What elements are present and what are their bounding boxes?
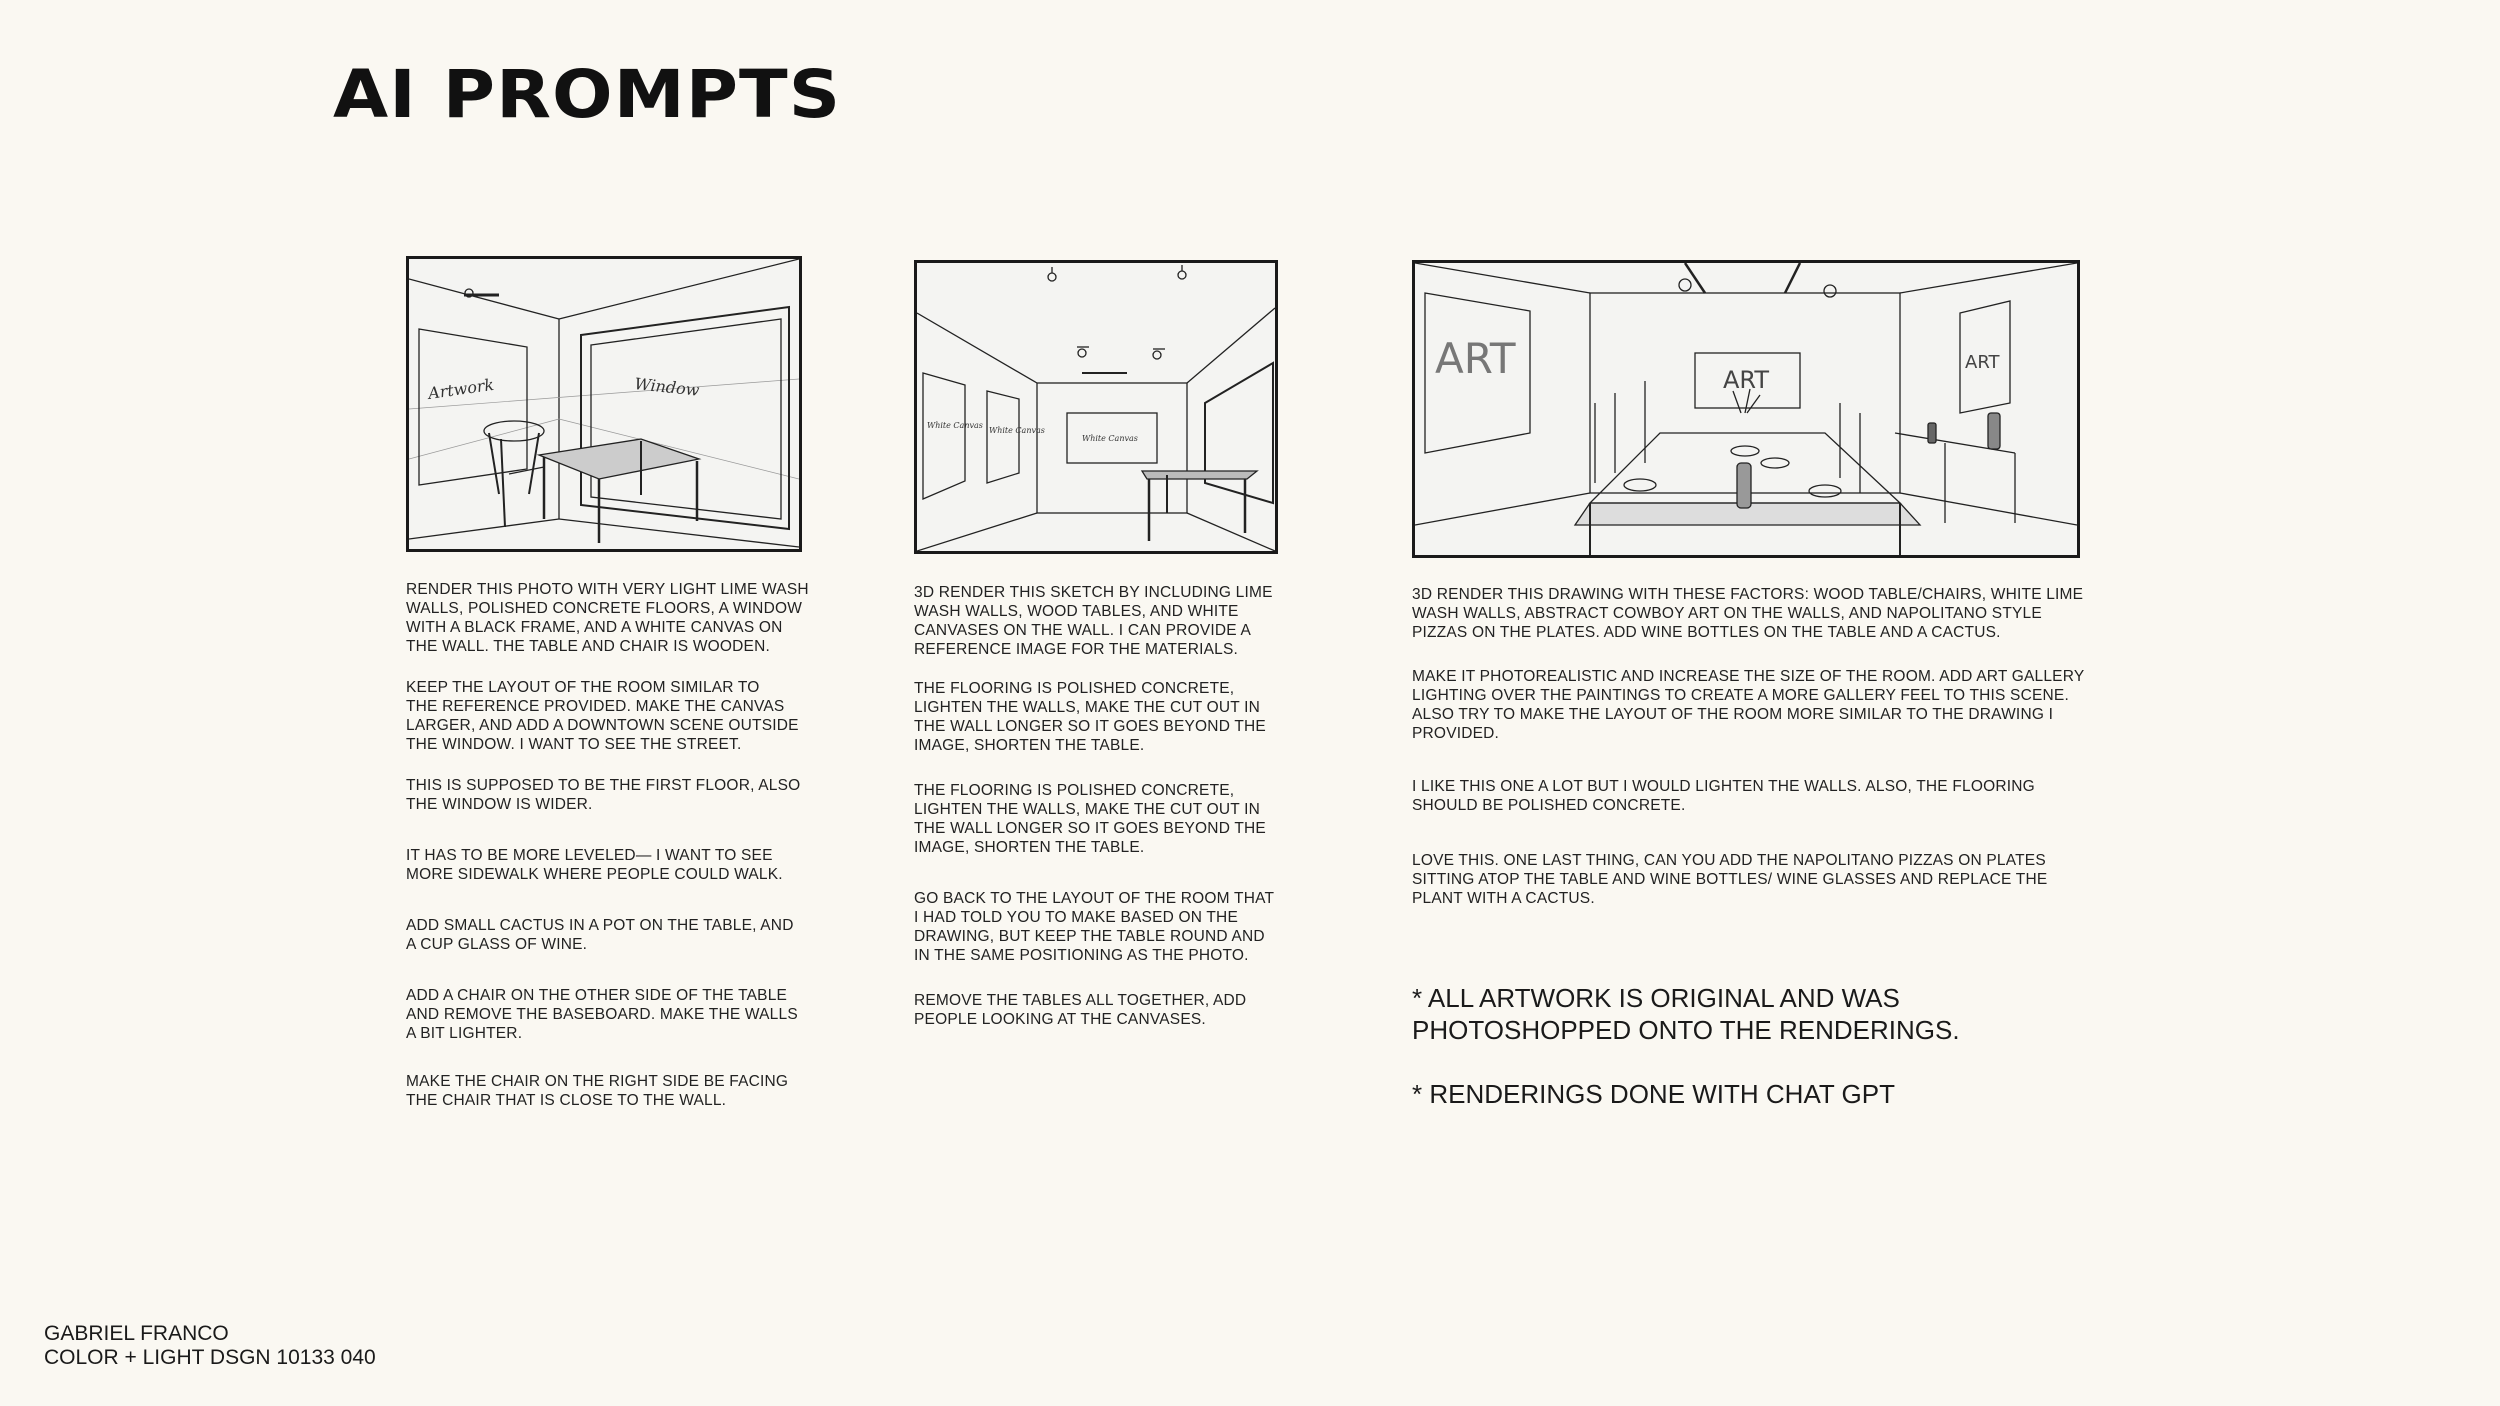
sketch-1-label-artwork: Artwork [426, 374, 496, 403]
sketch-2-label-canvas-2: White Canvas [989, 426, 1045, 435]
prompt-text: MAKE IT PHOTOREALISTIC AND INCREASE THE SIZE OF THE ROOM. ADD ART GALLERY LIGHTING OVER THE PAINTINGS TO CREATE A MORE GALLERY FEEL TO THIS SCENE. ALSO TRY TO MAKE THE LAYOUT OF THE ROOM MORE SIMILAR TO THE DRAWING I PROVIDED. [1412, 668, 2085, 742]
room-sketch-1 [409, 259, 799, 549]
prompt-text: 3D RENDER THIS SKETCH BY INCLUDING LIME WASH WALLS, WOOD TABLES, AND WHITE CANVASES ON THE WALL. I CAN PROVIDE A REFERENCE IMAGE FOR THE MATERIALS. [914, 584, 1273, 658]
room-sketch-2 [917, 263, 1275, 551]
page-title: AI PROMPTS [333, 56, 842, 133]
note-renderings-chatgpt: * RENDERINGS DONE WITH CHAT GPT [1412, 1079, 1895, 1109]
sketch-2-label-canvas-1: White Canvas [927, 421, 983, 430]
prompt-text: I LIKE THIS ONE A LOT BUT I WOULD LIGHTEN THE WALLS. ALSO, THE FLOORING SHOULD BE POLISHED CONCRETE. [1412, 778, 2035, 814]
prompt-text: MAKE THE CHAIR ON THE RIGHT SIDE BE FACING THE CHAIR THAT IS CLOSE TO THE WALL. [406, 1073, 789, 1109]
sketch-1-label-window: Window [633, 374, 701, 400]
prompt-text: THE FLOORING IS POLISHED CONCRETE, LIGHTEN THE WALLS, MAKE THE CUT OUT IN THE WALL LONGER SO IT GOES BEYOND THE IMAGE, SHORTEN THE TABLE. [914, 680, 1266, 754]
sketch-3-label-art-1: ART [1435, 334, 1516, 383]
sketch-1-image [406, 256, 802, 552]
room-sketch-3 [1415, 263, 2077, 555]
prompt-text: ADD A CHAIR ON THE OTHER SIDE OF THE TABLE AND REMOVE THE BASEBOARD. MAKE THE WALLS A BIT LIGHTER. [406, 987, 798, 1042]
sketch-2-image [914, 260, 1278, 554]
prompt-text: IT HAS TO BE MORE LEVELED— I WANT TO SEE MORE SIDEWALK WHERE PEOPLE COULD WALK. [406, 847, 783, 883]
author-name: GABRIEL FRANCO [44, 1322, 229, 1345]
prompt-text: GO BACK TO THE LAYOUT OF THE ROOM THAT I HAD TOLD YOU TO MAKE BASED ON THE DRAWING, BUT KEEP THE TABLE ROUND AND IN THE SAME POSITIONING AS THE PHOTO. [914, 890, 1275, 964]
sketch-2-label-canvas-3: White Canvas [1082, 434, 1138, 443]
prompt-text: ADD SMALL CACTUS IN A POT ON THE TABLE, AND A CUP GLASS OF WINE. [406, 917, 794, 953]
prompt-text: LOVE THIS. ONE LAST THING, CAN YOU ADD THE NAPOLITANO PIZZAS ON PLATES SITTING ATOP THE TABLE AND WINE BOTTLES/ WINE GLASSES AND REPLACE THE PLANT WITH A CACTUS. [1412, 852, 2048, 907]
sketch-3-label-art-3: ART [1965, 352, 2000, 373]
footer [44, 1322, 376, 1370]
sketch-3-image [1412, 260, 2080, 558]
prompt-text: THE FLOORING IS POLISHED CONCRETE, LIGHTEN THE WALLS, MAKE THE CUT OUT IN THE WALL LONGER SO IT GOES BEYOND THE IMAGE, SHORTEN THE TABLE. [914, 782, 1266, 856]
prompt-text: 3D RENDER THIS DRAWING WITH THESE FACTORS: WOOD TABLE/CHAIRS, WHITE LIME WASH WALLS, ABSTRACT COWBOY ART ON THE WALLS, AND NAPOLITANO STYLE PIZZAS ON THE PLATES. ADD WINE BOTTLES ON THE TABLE AND A CACTUS. [1412, 586, 2084, 641]
course-code: COLOR + LIGHT DSGN 10133 040 [44, 1346, 376, 1369]
prompt-text: THIS IS SUPPOSED TO BE THE FIRST FLOOR, ALSO THE WINDOW IS WIDER. [406, 777, 801, 813]
sketch-3-label-art-2: ART [1723, 366, 1770, 394]
prompt-text: REMOVE THE TABLES ALL TOGETHER, ADD PEOPLE LOOKING AT THE CANVASES. [914, 992, 1247, 1028]
note-artwork-original: * ALL ARTWORK IS ORIGINAL AND WAS PHOTOSHOPPED ONTO THE RENDERINGS. [1412, 983, 1960, 1045]
prompt-text: KEEP THE LAYOUT OF THE ROOM SIMILAR TO THE REFERENCE PROVIDED. MAKE THE CANVAS LARGER, AND ADD A DOWNTOWN SCENE OUTSIDE THE WINDOW. I WANT TO SEE THE STREET. [406, 679, 799, 753]
prompt-text: RENDER THIS PHOTO WITH VERY LIGHT LIME WASH WALLS, POLISHED CONCRETE FLOORS, A WINDOW WITH A BLACK FRAME, AND A WHITE CANVAS ON THE WALL. THE TABLE AND CHAIR IS WOODEN. [406, 581, 809, 655]
